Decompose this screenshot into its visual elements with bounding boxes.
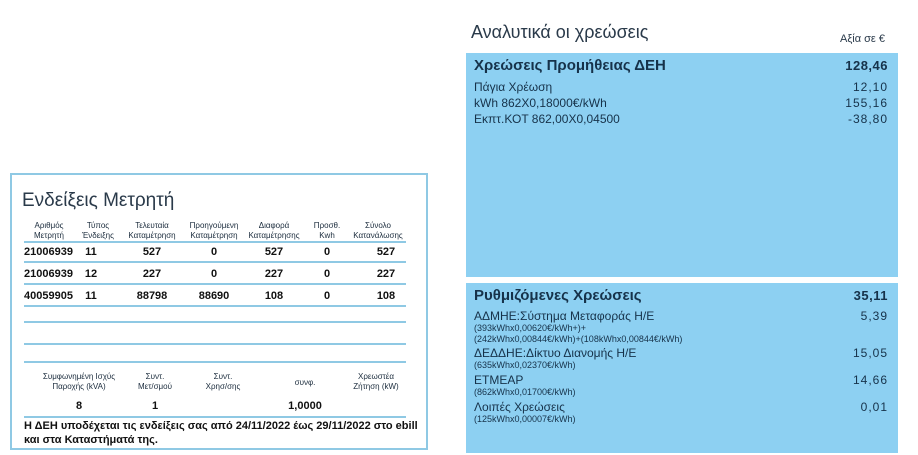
cell-previous-reading: 0 [210,268,218,280]
cell-difference: 227 [264,268,284,280]
table-rule [24,321,406,323]
head-agreed-power [24,372,134,392]
bottom-head-text: Συμφωνημένη Ισχύς [42,372,116,381]
charge-line-amount: 14,66 [852,373,888,387]
col-head-meter-number [24,221,74,241]
supply-charges-total: 128,46 [845,58,888,73]
cell-reading-type: 12 [84,268,98,280]
head-usage-factor [188,372,258,392]
meter-readings-title: Ενδείξεις Μετρητή [22,190,175,211]
col-head-text: Τελευταία [135,221,169,230]
charge-line-label: Πάγια Χρέωση [474,80,553,94]
col-head-reading-type [74,221,122,241]
bottom-head-text: Μετ/σμού [138,382,172,391]
col-head-text: Kwh [319,231,335,240]
cell-added-kwh: 0 [323,290,331,302]
charge-line-label: ΕΤΜΕΑΡ [474,373,524,387]
charge-line-amount: 155,16 [845,96,888,110]
cell-total: 108 [376,290,396,302]
bottom-head-text: Συντ. [213,372,233,381]
cell-difference: 527 [264,246,284,258]
col-head-text: Κατανάλωσης [353,231,403,240]
regulated-charges-panel [466,283,898,453]
cell-reading-type: 11 [85,290,97,302]
bottom-head-text: Χρησ/σης [205,382,241,391]
cell-previous-reading: 0 [210,246,218,258]
col-head-text: Καταμέτρηση [128,231,176,240]
col-head-text: Αριθμός [34,221,64,230]
col-head-last-reading [120,221,184,241]
cell-total: 227 [376,268,396,280]
table-row [24,243,406,263]
value-agreed-power: 8 [75,400,83,412]
supply-charges-panel [466,53,898,277]
value-meter-factor: 1 [151,400,159,412]
charge-line-detail: (125kWhx0,00007€/kWh) [474,414,576,424]
col-head-previous-reading [182,221,246,241]
cell-last-reading: 227 [142,268,162,280]
meter-readings-panel [10,173,428,450]
bottom-head-text: Ζήτηση (kW) [353,382,399,391]
col-head-text: Μετρητή [34,231,64,240]
table-rule [24,361,406,363]
bottom-head-text: Παροχής (kVA) [52,382,106,391]
head-meter-factor [120,372,190,392]
col-head-text: Καταμέτρηση [190,231,238,240]
table-rule [24,343,406,345]
cell-added-kwh: 0 [323,268,331,280]
charge-line-amount: 12,10 [852,80,888,94]
regulated-charges-title: Ρυθμιζόμενες Χρεώσεις [474,287,642,304]
supply-charges-title: Χρεώσεις Προμήθειας ΔΕΗ [474,57,666,74]
cell-last-reading: 88798 [136,290,168,302]
charge-line-detail: (635kWhx0,02370€/kWh) [474,360,576,370]
table-rule [24,416,406,418]
head-power-factor [270,378,340,388]
col-head-text: Ένδειξης [82,231,114,240]
col-head-added-kwh [302,221,352,241]
charge-line-amount: 0,01 [860,400,888,414]
col-head-text: Προσθ. [313,221,341,230]
regulated-charges-total: 35,11 [853,288,888,303]
col-head-difference [242,221,306,241]
bottom-head-text: συνφ. [294,378,316,387]
cell-meter-number: 21006939 [24,268,73,280]
charge-line-amount: -38,80 [847,112,888,126]
charge-line-label: Λοιπές Χρεώσεις [474,400,565,414]
col-head-text: Προηγούμενη [189,221,239,230]
charge-line-detail: (393kWhx0,00620€/kWh+)+ (242kWhx0,00844€/kWh)+(108kWhx0,00844€/kWh) [474,323,683,344]
cell-total: 527 [376,246,396,258]
charge-line-label: Εκπτ.ΚΟΤ 862,00X0,04500 [474,112,620,126]
readings-note: Η ΔΕΗ υποδέχεται τις ενδείξεις σας από 24/11/2022 έως 29/11/2022 στο ebill και στα Καταστήματά της. [24,420,418,446]
charge-line-label: ΑΔΜΗΕ:Σύστημα Μεταφοράς Η/Ε [474,309,655,323]
cell-meter-number: 21006939 [24,246,73,258]
value-power-factor: 1,0000 [288,400,322,412]
col-head-text: Διαφορά [258,221,290,230]
charges-title: Αναλυτικά οι χρεώσεις [471,22,649,42]
col-head-total-consumption [346,221,410,241]
bottom-head-text: Συντ. [145,372,165,381]
charge-line-label: ΔΕΔΔΗΕ:Δίκτυο Διανομής Η/Ε [474,346,637,360]
table-row [24,287,406,307]
bottom-head-text: Χρεωστέα [358,372,394,381]
head-billable-demand [338,372,414,392]
cell-previous-reading: 88690 [198,290,230,302]
table-row [24,265,406,285]
charge-line-detail: (862kWhx0,01700€/kWh) [474,387,576,397]
charge-line-amount: 15,05 [852,346,888,360]
col-head-text: Καταμέτρησης [248,231,300,240]
cell-last-reading: 527 [142,246,162,258]
cell-difference: 108 [264,290,284,302]
cell-meter-number: 40059905 [24,290,73,302]
cell-added-kwh: 0 [323,246,331,258]
col-head-text: Τύπος [86,221,110,230]
col-head-text: Σύνολο [365,221,391,230]
cell-reading-type: 11 [85,246,97,258]
value-header: Αξία σε € [840,33,885,45]
charge-line-label: kWh 862X0,18000€/kWh [474,96,607,110]
charge-line-amount: 5,39 [860,309,888,323]
